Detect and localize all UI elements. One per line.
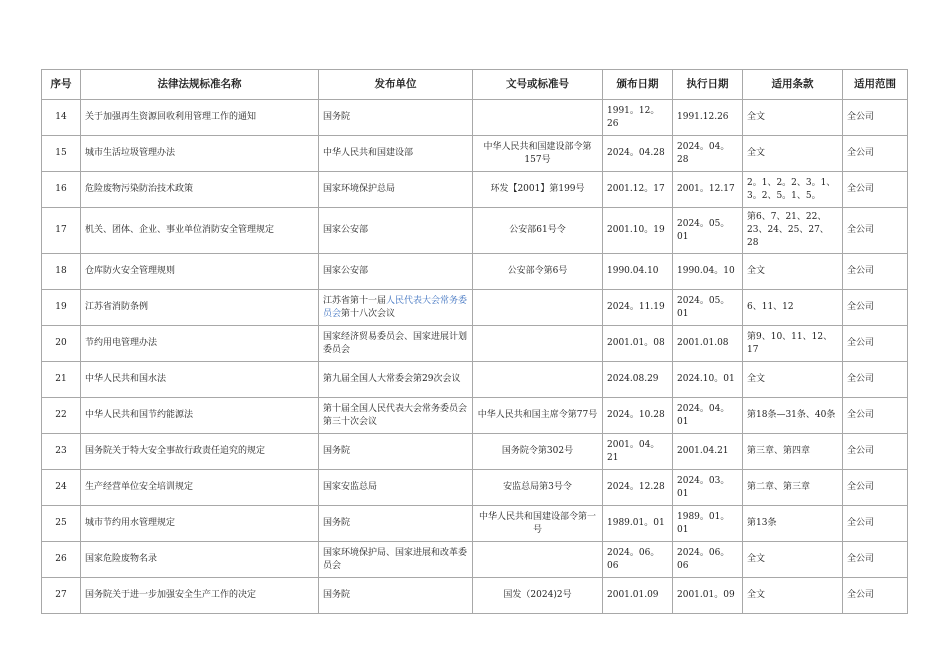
cell-issue-date: 1990.04.10	[603, 254, 673, 290]
table-row	[42, 136, 908, 172]
table-row	[42, 254, 908, 290]
cell-scope: 全公司	[843, 506, 908, 542]
cell-index: 18	[42, 254, 81, 290]
cell-effective-date: 2024。05。01	[673, 208, 743, 254]
cell-doc-no: 中华人民共和国主席令第77号	[473, 398, 603, 434]
cell-issuer: 国家环境保护局、国家进展和改革委员会	[319, 542, 473, 578]
cell-effective-date: 2001.04.21	[673, 434, 743, 470]
cell-clauses: 全文	[743, 136, 843, 172]
cell-effective-date: 2024。06。06	[673, 542, 743, 578]
cell-issue-date: 1991。12。26	[603, 100, 673, 136]
cell-index: 27	[42, 578, 81, 614]
cell-scope: 全公司	[843, 398, 908, 434]
cell-clauses: 第6、7、21、22、23、24、25、27、28	[743, 208, 843, 254]
table-row	[42, 542, 908, 578]
cell-scope: 全公司	[843, 100, 908, 136]
cell-name: 中华人民共和国节约能源法	[81, 398, 319, 434]
cell-issuer: 国家安监总局	[319, 470, 473, 506]
cell-issue-date: 2001。04。21	[603, 434, 673, 470]
cell-clauses: 第二章、第三章	[743, 470, 843, 506]
table-row	[42, 362, 908, 398]
cell-clauses: 第13条	[743, 506, 843, 542]
cell-doc-no: 安监总局第3号令	[473, 470, 603, 506]
cell-name: 节约用电管理办法	[81, 326, 319, 362]
header-name: 法律法规标准名称	[81, 70, 319, 100]
cell-index: 25	[42, 506, 81, 542]
cell-doc-no	[473, 290, 603, 326]
cell-doc-no: 公安部令第6号	[473, 254, 603, 290]
cell-issuer: 第十届全国人民代表大会常务委员会第三十次会议	[319, 398, 473, 434]
cell-scope: 全公司	[843, 254, 908, 290]
cell-scope: 全公司	[843, 434, 908, 470]
cell-doc-no: 公安部61号令	[473, 208, 603, 254]
cell-doc-no: 环发【2001】第199号	[473, 172, 603, 208]
cell-name: 仓库防火安全管理规则	[81, 254, 319, 290]
cell-issuer: 中华人民共和国建设部	[319, 136, 473, 172]
cell-clauses: 全文	[743, 362, 843, 398]
cell-name: 生产经营单位安全培训规定	[81, 470, 319, 506]
cell-scope: 全公司	[843, 470, 908, 506]
cell-effective-date: 1990.04。10	[673, 254, 743, 290]
cell-doc-no	[473, 362, 603, 398]
cell-name: 城市节约用水管理规定	[81, 506, 319, 542]
cell-clauses: 全文	[743, 254, 843, 290]
cell-clauses: 2。1、2。2、3。1、3。2、5。1、5。	[743, 172, 843, 208]
cell-clauses: 第9、10、11、12、17	[743, 326, 843, 362]
cell-name: 国家危险废物名录	[81, 542, 319, 578]
table-row	[42, 326, 908, 362]
cell-issuer: 国家环境保护总局	[319, 172, 473, 208]
cell-issuer: 国家经济贸易委员会、国家进展计划委员会	[319, 326, 473, 362]
cell-issue-date: 2024。11.19	[603, 290, 673, 326]
cell-issuer: 国家公安部	[319, 208, 473, 254]
cell-clauses: 第三章、第四章	[743, 434, 843, 470]
cell-index: 14	[42, 100, 81, 136]
cell-effective-date: 2024。04。28	[673, 136, 743, 172]
cell-doc-no	[473, 326, 603, 362]
cell-name: 中华人民共和国水法	[81, 362, 319, 398]
cell-issuer	[319, 290, 473, 326]
cell-issue-date: 2024。04.28	[603, 136, 673, 172]
cell-issuer: 国务院	[319, 506, 473, 542]
header-clauses: 适用条款	[743, 70, 843, 100]
table-row	[42, 434, 908, 470]
cell-issue-date: 2024。12.28	[603, 470, 673, 506]
table-row	[42, 470, 908, 506]
table-row	[42, 100, 908, 136]
cell-scope: 全公司	[843, 136, 908, 172]
cell-index: 17	[42, 208, 81, 254]
header-issuer: 发布单位	[319, 70, 473, 100]
cell-scope: 全公司	[843, 290, 908, 326]
cell-issue-date: 2001.12。17	[603, 172, 673, 208]
cell-index: 15	[42, 136, 81, 172]
cell-index: 24	[42, 470, 81, 506]
cell-scope: 全公司	[843, 172, 908, 208]
cell-index: 22	[42, 398, 81, 434]
cell-doc-no: 国务院令第302号	[473, 434, 603, 470]
cell-scope: 全公司	[843, 208, 908, 254]
regulation-table	[41, 69, 908, 614]
header-effective-date: 执行日期	[673, 70, 743, 100]
cell-issue-date: 2001.10。19	[603, 208, 673, 254]
cell-issuer: 国务院	[319, 434, 473, 470]
cell-issue-date: 2024.08.29	[603, 362, 673, 398]
table-row	[42, 172, 908, 208]
table-row	[42, 398, 908, 434]
header-index: 序号	[42, 70, 81, 100]
table-row	[42, 506, 908, 542]
cell-effective-date: 2001。12.17	[673, 172, 743, 208]
issuer-link[interactable]: 人民代表大会常务委员会	[323, 295, 468, 319]
issuer-text: 第十八次会议	[341, 308, 396, 319]
cell-effective-date: 2001.01。09	[673, 578, 743, 614]
cell-scope: 全公司	[843, 326, 908, 362]
cell-issue-date: 2024。06。06	[603, 542, 673, 578]
header-issue-date: 颁布日期	[603, 70, 673, 100]
header-doc-no: 文号或标准号	[473, 70, 603, 100]
cell-effective-date: 2001.01.08	[673, 326, 743, 362]
header-scope: 适用范围	[843, 70, 908, 100]
cell-effective-date: 1991.12.26	[673, 100, 743, 136]
table-header-row	[42, 70, 908, 100]
cell-issuer: 国务院	[319, 578, 473, 614]
cell-name: 机关、团体、企业、事业单位消防安全管理规定	[81, 208, 319, 254]
cell-name: 江苏省消防条例	[81, 290, 319, 326]
cell-name: 国务院关于进一步加强安全生产工作的决定	[81, 578, 319, 614]
cell-effective-date: 1989。01。01	[673, 506, 743, 542]
cell-issue-date: 1989.01。01	[603, 506, 673, 542]
cell-clauses: 全文	[743, 578, 843, 614]
cell-doc-no: 国发（2024)2号	[473, 578, 603, 614]
cell-effective-date: 2024。05。01	[673, 290, 743, 326]
cell-issuer: 国家公安部	[319, 254, 473, 290]
cell-issuer: 国务院	[319, 100, 473, 136]
cell-issue-date: 2001.01。08	[603, 326, 673, 362]
cell-clauses: 全文	[743, 100, 843, 136]
cell-name: 危险废物污染防治技术政策	[81, 172, 319, 208]
cell-effective-date: 2024。04。01	[673, 398, 743, 434]
cell-index: 21	[42, 362, 81, 398]
cell-name: 城市生活垃圾管理办法	[81, 136, 319, 172]
table-row	[42, 208, 908, 254]
cell-index: 16	[42, 172, 81, 208]
cell-scope: 全公司	[843, 578, 908, 614]
cell-doc-no: 中华人民共和国建设部令第157号	[473, 136, 603, 172]
cell-name: 国务院关于特大安全事故行政责任追究的规定	[81, 434, 319, 470]
cell-clauses: 全文	[743, 542, 843, 578]
cell-issuer: 第九届全国人大常委会第29次会议	[319, 362, 473, 398]
cell-issue-date: 2001.01.09	[603, 578, 673, 614]
table-row	[42, 290, 908, 326]
cell-effective-date: 2024。03。01	[673, 470, 743, 506]
cell-name: 关于加强再生资源回收利用管理工作的通知	[81, 100, 319, 136]
table-row	[42, 578, 908, 614]
cell-issue-date: 2024。10.28	[603, 398, 673, 434]
cell-clauses: 6、11、12	[743, 290, 843, 326]
cell-doc-no	[473, 542, 603, 578]
cell-scope: 全公司	[843, 542, 908, 578]
cell-index: 23	[42, 434, 81, 470]
cell-clauses: 第18条—31条、40条	[743, 398, 843, 434]
cell-index: 20	[42, 326, 81, 362]
issuer-text: 江苏省第十一届	[323, 295, 387, 306]
cell-index: 19	[42, 290, 81, 326]
cell-scope: 全公司	[843, 362, 908, 398]
cell-doc-no	[473, 100, 603, 136]
cell-doc-no: 中华人民共和国建设部令第一号	[473, 506, 603, 542]
cell-index: 26	[42, 542, 81, 578]
cell-effective-date: 2024.10。01	[673, 362, 743, 398]
